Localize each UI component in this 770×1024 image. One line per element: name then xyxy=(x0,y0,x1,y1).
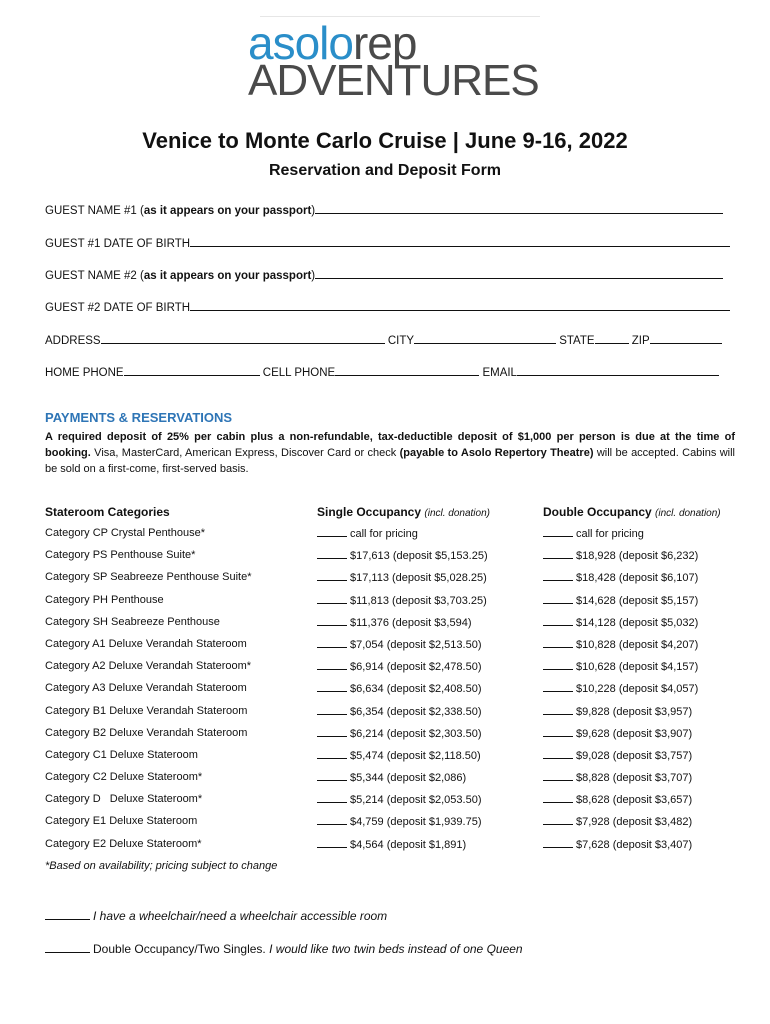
table-row xyxy=(45,594,745,616)
table-row xyxy=(45,771,745,793)
double-price-cell[interactable]: call for pricing xyxy=(543,527,644,540)
state-line[interactable] xyxy=(595,332,629,344)
double-select-line[interactable] xyxy=(543,749,573,759)
home-phone-line[interactable] xyxy=(124,364,260,376)
payments-heading: PAYMENTS & RESERVATIONS xyxy=(45,410,233,425)
table-row xyxy=(45,571,745,593)
double-price-cell[interactable]: $14,628 (deposit $5,157) xyxy=(543,594,698,607)
twin-beds-option[interactable]: Double Occupancy/Two Singles. I would like two twin beds instead of one Queen xyxy=(45,942,523,956)
category-cell: Category CP Crystal Penthouse* xyxy=(45,527,205,539)
single-price-cell[interactable]: $7,054 (deposit $2,513.50) xyxy=(317,638,482,651)
single-select-line[interactable] xyxy=(317,660,347,670)
double-price-cell[interactable]: $8,828 (deposit $3,707) xyxy=(543,771,692,784)
double-select-line[interactable] xyxy=(543,682,573,692)
email-line[interactable] xyxy=(517,364,719,376)
double-select-line[interactable] xyxy=(543,638,573,648)
table-row xyxy=(45,727,745,749)
table-row xyxy=(45,616,745,638)
guest2-name-field[interactable]: GUEST NAME #2 (as it appears on your passport) xyxy=(45,267,725,282)
double-price-cell[interactable]: $18,928 (deposit $6,232) xyxy=(543,549,698,562)
double-price-cell[interactable]: $7,628 (deposit $3,407) xyxy=(543,838,692,851)
category-cell: Category B1 Deluxe Verandah Stateroom xyxy=(45,704,248,717)
category-cell: Category D Deluxe Stateroom* xyxy=(45,793,203,806)
category-cell: Category A1 Deluxe Verandah Stateroom xyxy=(45,637,247,650)
double-select-line[interactable] xyxy=(543,771,573,781)
header-double: Double Occupancy (incl. donation) xyxy=(543,505,721,519)
page-title: Venice to Monte Carlo Cruise | June 9-16, 2022 xyxy=(142,128,628,153)
guest1-name-line[interactable] xyxy=(315,202,723,214)
table-row xyxy=(45,660,745,682)
header-single: Single Occupancy (incl. donation) xyxy=(317,505,490,519)
guest2-dob-field[interactable]: GUEST #2 DATE OF BIRTH xyxy=(45,299,725,314)
single-select-line[interactable] xyxy=(317,749,347,759)
category-cell: Category A3 Deluxe Verandah Stateroom xyxy=(45,682,247,695)
table-row xyxy=(45,638,745,660)
table-row xyxy=(45,549,745,571)
single-select-line[interactable] xyxy=(317,682,347,692)
single-price-cell[interactable]: $6,354 (deposit $2,338.50) xyxy=(317,705,482,718)
single-price-cell[interactable]: $6,914 (deposit $2,478.50) xyxy=(317,660,482,673)
twin-beds-check-line[interactable] xyxy=(45,942,90,953)
category-cell: Category E1 Deluxe Stateroom xyxy=(45,815,198,828)
double-select-line[interactable] xyxy=(543,594,573,604)
double-select-line[interactable] xyxy=(543,705,573,715)
single-price-cell[interactable]: $17,613 (deposit $5,153.25) xyxy=(317,549,488,562)
page-subtitle: Reservation and Deposit Form xyxy=(268,162,502,179)
single-select-line[interactable] xyxy=(317,815,347,825)
single-select-line[interactable] xyxy=(317,594,347,604)
single-select-line[interactable] xyxy=(317,705,347,715)
wheelchair-check-line[interactable] xyxy=(45,909,90,920)
phone-email-row[interactable]: HOME PHONE CELL PHONE EMAIL xyxy=(45,364,725,379)
single-select-line[interactable] xyxy=(317,527,347,537)
double-price-cell[interactable]: $10,628 (deposit $4,157) xyxy=(543,660,698,673)
single-price-cell[interactable]: call for pricing xyxy=(317,527,418,540)
category-cell: Category C1 Deluxe Stateroom xyxy=(45,748,198,761)
double-select-line[interactable] xyxy=(543,727,573,737)
double-price-cell[interactable]: $9,028 (deposit $3,757) xyxy=(543,749,692,762)
category-cell: Category B2 Deluxe Verandah Stateroom xyxy=(45,726,248,739)
single-price-cell[interactable]: $4,564 (deposit $1,891) xyxy=(317,838,466,851)
address-row[interactable]: ADDRESS CITY STATE ZIP xyxy=(45,332,725,347)
guest1-dob-line[interactable] xyxy=(190,235,730,247)
table-row xyxy=(45,838,745,860)
double-select-line[interactable] xyxy=(543,571,573,581)
table-header xyxy=(45,505,745,527)
double-select-line[interactable] xyxy=(543,549,573,559)
single-select-line[interactable] xyxy=(317,571,347,581)
category-cell: Category A2 Deluxe Verandah Stateroom* xyxy=(45,660,252,673)
category-cell: Category E2 Deluxe Stateroom* xyxy=(45,837,202,850)
single-price-cell[interactable]: $5,474 (deposit $2,118.50) xyxy=(317,749,481,762)
table-row xyxy=(45,527,745,549)
single-select-line[interactable] xyxy=(317,727,347,737)
double-price-cell[interactable]: $18,428 (deposit $6,107) xyxy=(543,571,698,584)
table-row xyxy=(45,793,745,815)
single-select-line[interactable] xyxy=(317,838,347,848)
single-price-cell[interactable]: $6,634 (deposit $2,408.50) xyxy=(317,682,482,695)
double-select-line[interactable] xyxy=(543,660,573,670)
zip-line[interactable] xyxy=(650,332,722,344)
single-price-cell[interactable]: $17,113 (deposit $5,028.25) xyxy=(317,571,487,584)
table-row xyxy=(45,749,745,771)
double-select-line[interactable] xyxy=(543,838,573,848)
double-price-cell[interactable]: $8,628 (deposit $3,657) xyxy=(543,793,692,806)
category-cell: Category PH Penthouse xyxy=(45,593,164,606)
stateroom-pricing-table xyxy=(45,505,745,860)
single-select-line[interactable] xyxy=(317,793,347,803)
table-row xyxy=(45,705,745,727)
double-price-cell[interactable]: $9,828 (deposit $3,957) xyxy=(543,705,692,718)
single-price-cell[interactable]: $5,214 (deposit $2,053.50) xyxy=(317,793,482,806)
single-select-line[interactable] xyxy=(317,638,347,648)
single-price-cell[interactable]: $5,344 (deposit $2,086) xyxy=(317,771,466,784)
single-price-cell[interactable]: $11,813 (deposit $3,703.25) xyxy=(317,594,487,607)
guest2-name-line[interactable] xyxy=(315,267,723,279)
payments-paragraph: A required deposit of 25% per cabin plus a non-refundable, tax-deductible deposit of $1,000 per person is due at the time of booking. Visa, MasterCard, American Express, Discover Card or check (payable to Asolo Repertory Theatre) will be accepted. Cabins will be sold on a first-come, first-served basis. xyxy=(45,431,735,475)
category-cell: Category PS Penthouse Suite* xyxy=(45,549,196,562)
guest1-name-field[interactable]: GUEST NAME #1 (as it appears on your passport) xyxy=(45,202,725,217)
single-price-cell[interactable]: $6,214 (deposit $2,303.50) xyxy=(317,727,482,740)
single-select-line[interactable] xyxy=(317,549,347,559)
asolo-rep-logo xyxy=(248,17,548,105)
double-price-cell[interactable]: $9,628 (deposit $3,907) xyxy=(543,727,692,740)
single-select-line[interactable] xyxy=(317,616,347,626)
table-body xyxy=(45,527,745,860)
table-row xyxy=(45,682,745,704)
logo-wordmark-top: asolorep xyxy=(248,17,417,69)
category-cell: Category C2 Deluxe Stateroom* xyxy=(45,771,203,784)
double-select-line[interactable] xyxy=(543,527,573,537)
single-price-cell[interactable]: $11,376 (deposit $3,594) xyxy=(317,616,472,629)
availability-footnote: *Based on availability; pricing subject to change xyxy=(45,860,278,872)
address-line[interactable] xyxy=(101,332,385,344)
double-price-cell[interactable]: $14,128 (deposit $5,032) xyxy=(543,616,698,629)
double-select-line[interactable] xyxy=(543,815,573,825)
city-line[interactable] xyxy=(414,332,556,344)
double-select-line[interactable] xyxy=(543,616,573,626)
double-price-cell[interactable]: $7,928 (deposit $3,482) xyxy=(543,815,692,828)
guest1-dob-field[interactable]: GUEST #1 DATE OF BIRTH xyxy=(45,235,725,250)
table-row xyxy=(45,815,745,837)
logo-wordmark-bottom: ADVENTURES xyxy=(248,56,539,105)
single-select-line[interactable] xyxy=(317,771,347,781)
double-select-line[interactable] xyxy=(543,793,573,803)
wheelchair-option[interactable]: I have a wheelchair/need a wheelchair accessible room xyxy=(45,909,387,923)
double-price-cell[interactable]: $10,828 (deposit $4,207) xyxy=(543,638,698,651)
cell-phone-line[interactable] xyxy=(335,364,479,376)
category-cell: Category SP Seabreeze Penthouse Suite* xyxy=(45,571,252,584)
single-price-cell[interactable]: $4,759 (deposit $1,939.75) xyxy=(317,815,482,828)
header-category: Stateroom Categories xyxy=(45,505,170,519)
guest2-dob-line[interactable] xyxy=(190,299,730,311)
double-price-cell[interactable]: $10,228 (deposit $4,057) xyxy=(543,682,698,695)
category-cell: Category SH Seabreeze Penthouse xyxy=(45,615,220,628)
